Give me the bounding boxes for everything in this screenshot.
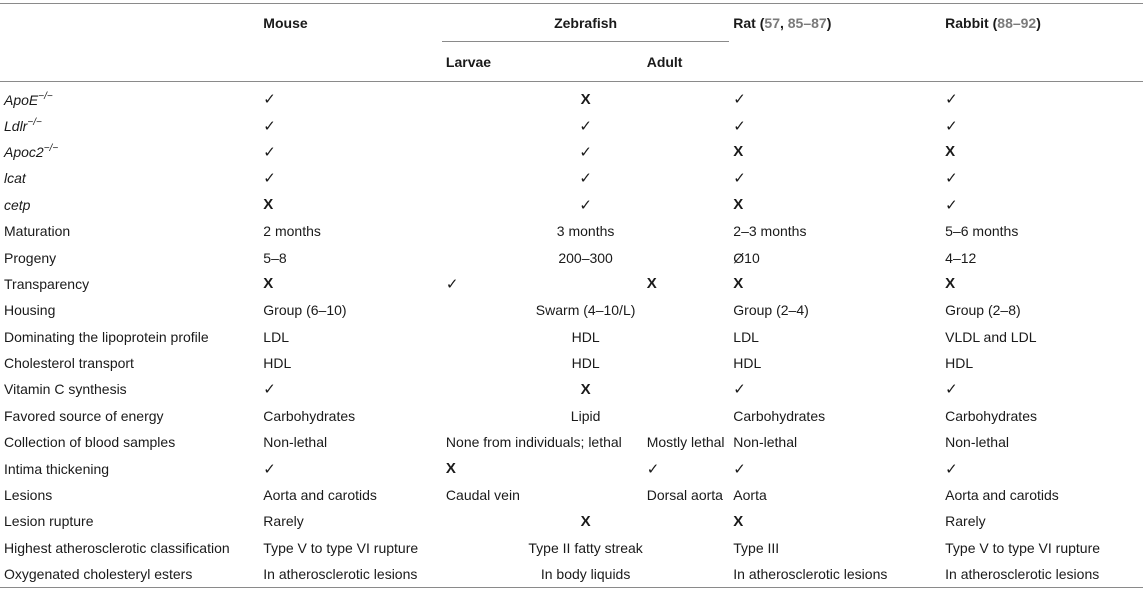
header-rat-refs-sep: , bbox=[779, 14, 788, 31]
cell-mouse: Non-lethal bbox=[263, 434, 328, 451]
gene-name: cetp bbox=[4, 196, 31, 213]
cell-adult: ✓ bbox=[646, 460, 660, 478]
cell-rabbit: VLDL and LDL bbox=[945, 328, 1037, 345]
row-label bbox=[0, 82, 259, 113]
cell-rat: Group (2–4) bbox=[733, 302, 809, 319]
cell-rabbit: X bbox=[945, 275, 956, 293]
table-row-housing bbox=[0, 297, 1143, 323]
cell-mouse: HDL bbox=[263, 355, 292, 372]
header-row-species bbox=[0, 4, 1143, 42]
cell-mouse: ✓ bbox=[263, 91, 276, 109]
row-label: Favored source of energy bbox=[4, 407, 164, 424]
cell-rabbit: 5–6 months bbox=[945, 223, 1019, 240]
cell-rat: ✓ bbox=[733, 460, 746, 478]
row-label: Highest atherosclerotic classification bbox=[4, 539, 230, 556]
table-row-lipoprotein bbox=[0, 324, 1143, 350]
row-label: Cholesterol transport bbox=[4, 355, 134, 372]
cell-zebrafish: In body liquids bbox=[442, 561, 729, 588]
cell-mouse: Rarely bbox=[263, 513, 304, 530]
row-label: Vitamin C synthesis bbox=[4, 381, 127, 398]
cell-rabbit: In atherosclerotic lesions bbox=[941, 561, 1143, 588]
table-row-energy-source bbox=[0, 403, 1143, 429]
cell-rabbit: Carbohydrates bbox=[945, 407, 1037, 424]
cell-larvae: X bbox=[445, 460, 456, 478]
header-zebrafish: Zebrafish bbox=[442, 4, 729, 42]
cell-mouse: 5–8 bbox=[263, 249, 287, 266]
cell-mouse: 2 months bbox=[263, 223, 321, 240]
cell-adult: Dorsal aorta bbox=[646, 487, 723, 504]
cell-zebrafish: ✓ bbox=[579, 117, 592, 135]
cell-zebrafish: ✓ bbox=[579, 170, 592, 188]
cell-mouse: Aorta and carotids bbox=[263, 487, 377, 504]
gene-name: Apoc2 bbox=[4, 144, 44, 161]
cell-zebrafish: 3 months bbox=[556, 223, 615, 240]
row-label: Transparency bbox=[4, 275, 90, 292]
gene-genotype-superscript: −/− bbox=[27, 117, 42, 129]
table-row-progeny bbox=[0, 244, 1143, 270]
row-label: Lesion rupture bbox=[4, 513, 94, 530]
cell-rabbit: Aorta and carotids bbox=[945, 487, 1059, 504]
cell-mouse: In atherosclerotic lesions bbox=[259, 561, 442, 588]
gene-name: lcat bbox=[4, 170, 26, 187]
table-row-vitamin-c bbox=[0, 376, 1143, 402]
cell-mouse: ✓ bbox=[263, 460, 276, 478]
header-rat bbox=[729, 4, 941, 42]
cell-rat: In atherosclerotic lesions bbox=[729, 561, 941, 588]
cell-rat: X bbox=[733, 196, 744, 214]
header-rat-refs-open: ( bbox=[755, 14, 765, 31]
cell-zebrafish: ✓ bbox=[579, 143, 592, 161]
header-blank-cell bbox=[941, 42, 1143, 82]
cell-mouse: ✓ bbox=[263, 381, 276, 399]
row-label bbox=[0, 139, 259, 165]
cell-zebrafish: 200–300 bbox=[558, 249, 613, 266]
gene-genotype-superscript: −/− bbox=[43, 143, 59, 155]
cell-rabbit: Rarely bbox=[945, 513, 986, 530]
header-blank-cell bbox=[259, 42, 442, 82]
table-row-blood-samples bbox=[0, 429, 1143, 455]
header-larvae: Larvae bbox=[442, 42, 643, 82]
cell-adult: X bbox=[646, 275, 657, 293]
cell-rabbit: ✓ bbox=[945, 117, 958, 135]
row-label: Progeny bbox=[4, 249, 57, 266]
cell-mouse: Carbohydrates bbox=[263, 407, 356, 424]
cell-rat: ✓ bbox=[733, 117, 746, 135]
rabbit-reference-link[interactable]: 88–92 bbox=[997, 14, 1037, 31]
table-row-cholesteryl-esters bbox=[0, 561, 1143, 588]
header-rat-refs-close: ) bbox=[826, 14, 832, 31]
cell-rabbit: ✓ bbox=[945, 381, 958, 399]
header-blank-cell bbox=[729, 42, 941, 82]
rat-reference-link-2[interactable]: 85–87 bbox=[787, 14, 827, 31]
row-label bbox=[0, 192, 259, 218]
header-rabbit-refs-close: ) bbox=[1036, 14, 1041, 31]
table-row-intima-thickening bbox=[0, 455, 1143, 481]
cell-zebrafish: X bbox=[580, 90, 591, 108]
header-blank-cell bbox=[0, 4, 259, 42]
header-rabbit bbox=[941, 4, 1143, 42]
row-label: Lesions bbox=[4, 487, 53, 504]
table-row-gene bbox=[0, 139, 1143, 165]
cell-rabbit: HDL bbox=[945, 355, 974, 372]
row-label: Collection of blood samples bbox=[4, 434, 176, 451]
cell-rat: Aorta bbox=[733, 487, 767, 504]
cell-mouse: ✓ bbox=[263, 170, 276, 188]
table-row-gene bbox=[0, 82, 1143, 113]
cell-rabbit: ✓ bbox=[945, 196, 958, 214]
cell-rat: X bbox=[733, 143, 744, 161]
cell-rabbit: ✓ bbox=[945, 91, 958, 109]
table-row-gene bbox=[0, 112, 1143, 138]
gene-rows bbox=[0, 82, 1143, 218]
table-row-lesion-rupture bbox=[0, 508, 1143, 534]
cell-rat: X bbox=[733, 275, 744, 293]
header-blank-cell bbox=[0, 42, 259, 82]
cell-rat: Non-lethal bbox=[733, 434, 798, 451]
header-mouse: Mouse bbox=[259, 4, 442, 42]
rat-reference-link-1[interactable]: 57 bbox=[764, 14, 780, 31]
cell-larvae: None from individuals; lethal bbox=[445, 434, 622, 451]
cell-rabbit: Type V to type VI rupture bbox=[945, 539, 1101, 556]
table-row-maturation bbox=[0, 218, 1143, 244]
cell-mouse: Type V to type VI rupture bbox=[263, 539, 419, 556]
cell-rabbit: ✓ bbox=[945, 460, 958, 478]
cell-adult: Mostly lethal bbox=[646, 434, 725, 451]
row-label: Oxygenated cholesteryl esters bbox=[0, 561, 259, 588]
cell-zebrafish: HDL bbox=[571, 328, 600, 345]
cell-rat: LDL bbox=[733, 328, 759, 345]
header-adult: Adult bbox=[643, 42, 730, 82]
cell-mouse: X bbox=[263, 196, 274, 214]
cell-larvae: Caudal vein bbox=[445, 487, 520, 504]
cell-rat: Carbohydrates bbox=[733, 407, 826, 424]
species-comparison-table bbox=[0, 3, 1143, 588]
table-row-cholesterol-transport bbox=[0, 350, 1143, 376]
cell-zebrafish: Lipid bbox=[570, 407, 601, 424]
header-rat-label: Rat bbox=[733, 14, 756, 31]
table-row-classification bbox=[0, 535, 1143, 561]
row-label: Housing bbox=[4, 302, 56, 319]
row-label: Dominating the lipoprotein profile bbox=[4, 328, 209, 345]
gene-genotype-superscript: −/− bbox=[38, 90, 53, 102]
cell-mouse: LDL bbox=[263, 328, 289, 345]
cell-rat: ✓ bbox=[733, 381, 746, 399]
cell-mouse: ✓ bbox=[263, 143, 276, 161]
row-label: Intima thickening bbox=[4, 460, 110, 477]
cell-zebrafish: HDL bbox=[571, 355, 600, 372]
cell-zebrafish: ✓ bbox=[579, 196, 592, 214]
cell-zebrafish: X bbox=[580, 512, 591, 530]
cell-zebrafish: Swarm (4–10/L) bbox=[535, 302, 636, 319]
gene-name: Ldlr bbox=[4, 118, 28, 135]
cell-rabbit: 4–12 bbox=[945, 249, 977, 266]
row-label: Maturation bbox=[4, 223, 71, 240]
cell-rat: X bbox=[733, 512, 744, 530]
header-rabbit-refs-open: ( bbox=[988, 14, 998, 31]
cell-rat: 2–3 months bbox=[733, 223, 807, 240]
table-row-transparency bbox=[0, 271, 1143, 297]
header-rabbit-label: Rabbit bbox=[945, 14, 989, 31]
header-row-stages bbox=[0, 42, 1143, 82]
cell-zebrafish: Type II fatty streak bbox=[528, 539, 643, 556]
cell-mouse: X bbox=[263, 275, 274, 293]
table-row-gene bbox=[0, 192, 1143, 218]
cell-rat: ✓ bbox=[733, 170, 746, 188]
row-label bbox=[0, 165, 259, 191]
cell-rabbit: Group (2–8) bbox=[945, 302, 1021, 319]
gene-name: ApoE bbox=[4, 91, 39, 108]
table-row-gene bbox=[0, 165, 1143, 191]
cell-zebrafish: X bbox=[580, 380, 591, 398]
cell-rat: ✓ bbox=[733, 91, 746, 109]
cell-rabbit: Non-lethal bbox=[945, 434, 1009, 451]
cell-mouse: Group (6–10) bbox=[263, 302, 347, 319]
cell-mouse: ✓ bbox=[263, 117, 276, 135]
cell-rat: Ø10 bbox=[733, 249, 760, 266]
cell-rabbit: ✓ bbox=[945, 170, 958, 188]
row-label bbox=[0, 112, 259, 138]
cell-rat: HDL bbox=[733, 355, 762, 372]
cell-rabbit: X bbox=[945, 143, 956, 161]
table-row-lesions bbox=[0, 482, 1143, 508]
cell-rat: Type III bbox=[733, 539, 780, 556]
cell-larvae: ✓ bbox=[445, 275, 459, 293]
